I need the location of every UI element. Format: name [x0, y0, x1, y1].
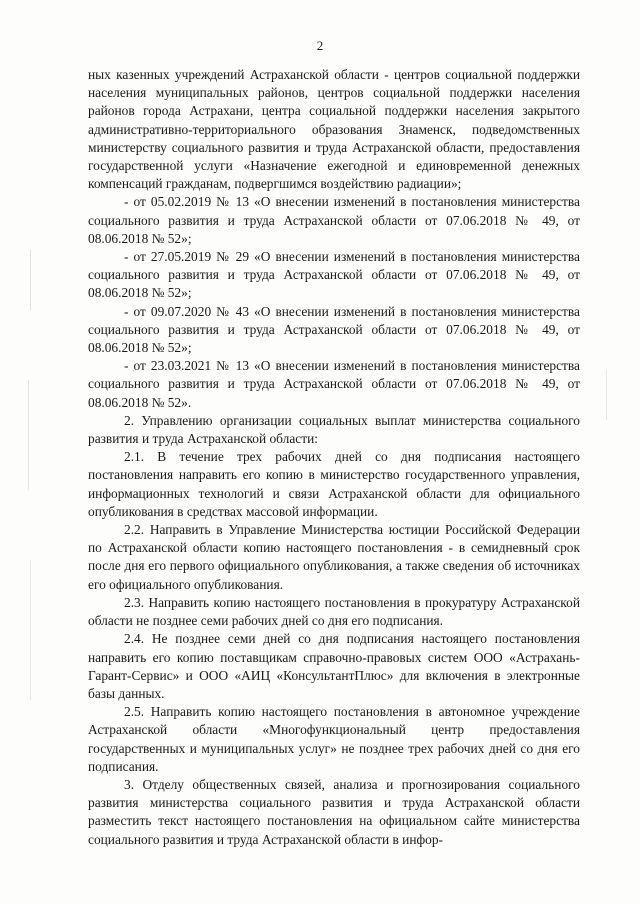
- document-body: [88, 66, 580, 849]
- paragraph: 2.2. Направить в Управление Министерства юстиции Российской Федерации по Астраханской области копию настоящего постановления - в семидневный срок после дня его первого официального опубликования, а также сведения об источниках его официального опубликования.: [88, 522, 580, 592]
- paragraph: - от 23.03.2021 № 13 «О внесении изменений в постановления министерства социального развития и труда Астраханской области от 07.06.2018 № 49, от 08.06.2018 № 52».: [88, 358, 580, 410]
- paragraph: - от 27.05.2019 № 29 «О внесении изменений в постановления министерства социального развития и труда Астраханской области от 07.06.2018 № 49, от 08.06.2018 № 52»;: [88, 249, 580, 301]
- scan-artifact: [606, 370, 607, 420]
- scan-artifact: [28, 380, 29, 490]
- paragraph: 2. Управлению организации социальных выплат министерства социального развития и труда Астраханской области:: [88, 412, 580, 447]
- paragraph: - от 05.02.2019 № 13 «О внесении изменений в постановления министерства социального развития и труда Астраханской области от 07.06.2018 № 49, от 08.06.2018 № 52»;: [88, 194, 580, 246]
- paragraph: ных казенных учреждений Астраханской области - центров социальной поддержки населения муниципальных районов, центров социальной поддержки населения районов города Астрахани, центра социальной поддержки населения закрытого административно-территориального образования Знаменск, подведомственных министерству социального развития и труда Астраханской области, предоставления государственной услуги «Назначение ежегодной и единовременной денежных компенсаций гражданам, подвергшимся воздействию радиации»;: [88, 67, 580, 192]
- scan-artifact: [30, 250, 31, 310]
- paragraph: 3. Отделу общественных связей, анализа и прогнозирования социального развития министерства социального развития и труда Астраханской области разместить текст настоящего постановления на официальном сайте министерства социального развития и труда Астраханской области в инфор-: [88, 776, 580, 847]
- paragraph: - от 09.07.2020 № 43 «О внесении изменений в постановления министерства социального развития и труда Астраханской области от 07.06.2018 № 49, от 08.06.2018 № 52»;: [88, 303, 580, 356]
- scan-artifact: [30, 560, 31, 700]
- page-number: 2: [316, 38, 324, 53]
- paragraph: 2.1. В течение трех рабочих дней со дня подписания настоящего постановления направить его копию в министерство государственного управления, информационных технологий и связи Астраханской области для официального опубликования в средствах массовой информации.: [88, 449, 580, 519]
- paragraph: 2.3. Направить копию настоящего постановления в прокуратуру Астраханской области не позднее семи рабочих дней со дня его подписания.: [88, 594, 580, 629]
- paragraph: 2.4. Не позднее семи дней со дня подписания настоящего постановления направить его копию поставщикам справочно-правовых систем ООО «Астрахань-Гарант-Сервис» и ООО «АИЦ «КонсультантПлюс» для включения в электронные базы данных.: [88, 631, 580, 701]
- paragraph: 2.5. Направить копию настоящего постановления в автономное учреждение Астраханской области «Многофункциональный центр предоставления государственных и муниципальных услуг» не позднее трех рабочих дней со дня его подписания.: [88, 704, 580, 774]
